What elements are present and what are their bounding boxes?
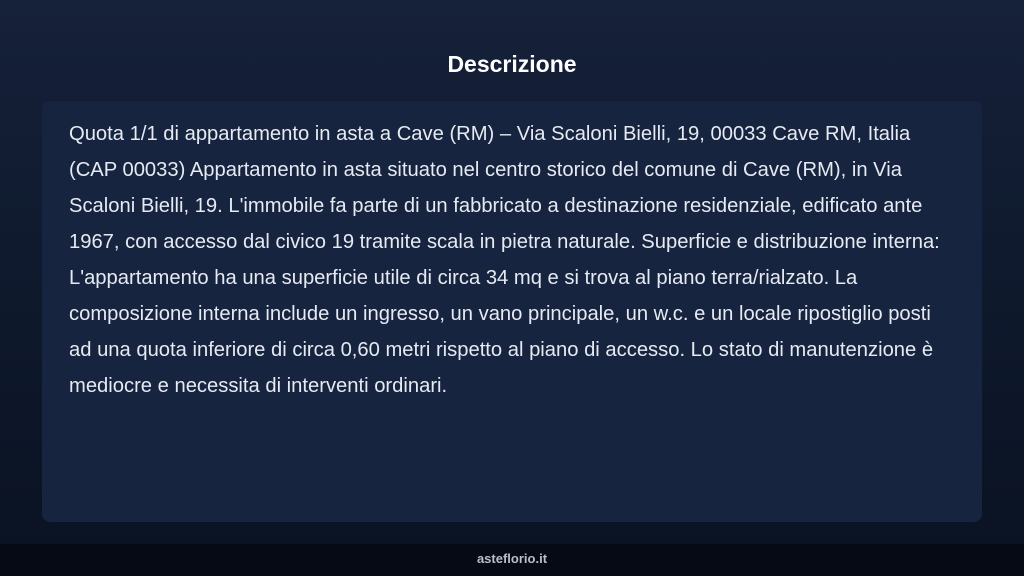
- description-card: [42, 101, 982, 522]
- description-text: Quota 1/1 di appartamento in asta a Cave (RM) – Via Scaloni Bielli, 19, 00033 Cave RM, Italia (CAP 00033) Appartamento in asta situato nel centro storico del comune di Cave (RM), in Via Scaloni Bielli, 19. L'immobile fa parte di un fabbricato a destinazione residenziale, edificato ante 1967, con accesso dal civico 19 tramite scala in pietra naturale. Superficie e distribuzione interna: L'appartamento ha una superficie utile di circa 34 mq e si trova al piano terra/rialzato. La composizione interna include un ingresso, un vano principale, un w.c. e un locale ripostiglio posti ad una quota inferiore di circa 0,60 metri rispetto al piano di accesso. Lo stato di manutenzione è mediocre e necessita di interventi ordinari.: [69, 123, 940, 397]
- footer-bar: [0, 544, 1024, 576]
- footer-site-name: asteflorio.it: [476, 551, 548, 566]
- page-title: Descrizione: [447, 51, 577, 77]
